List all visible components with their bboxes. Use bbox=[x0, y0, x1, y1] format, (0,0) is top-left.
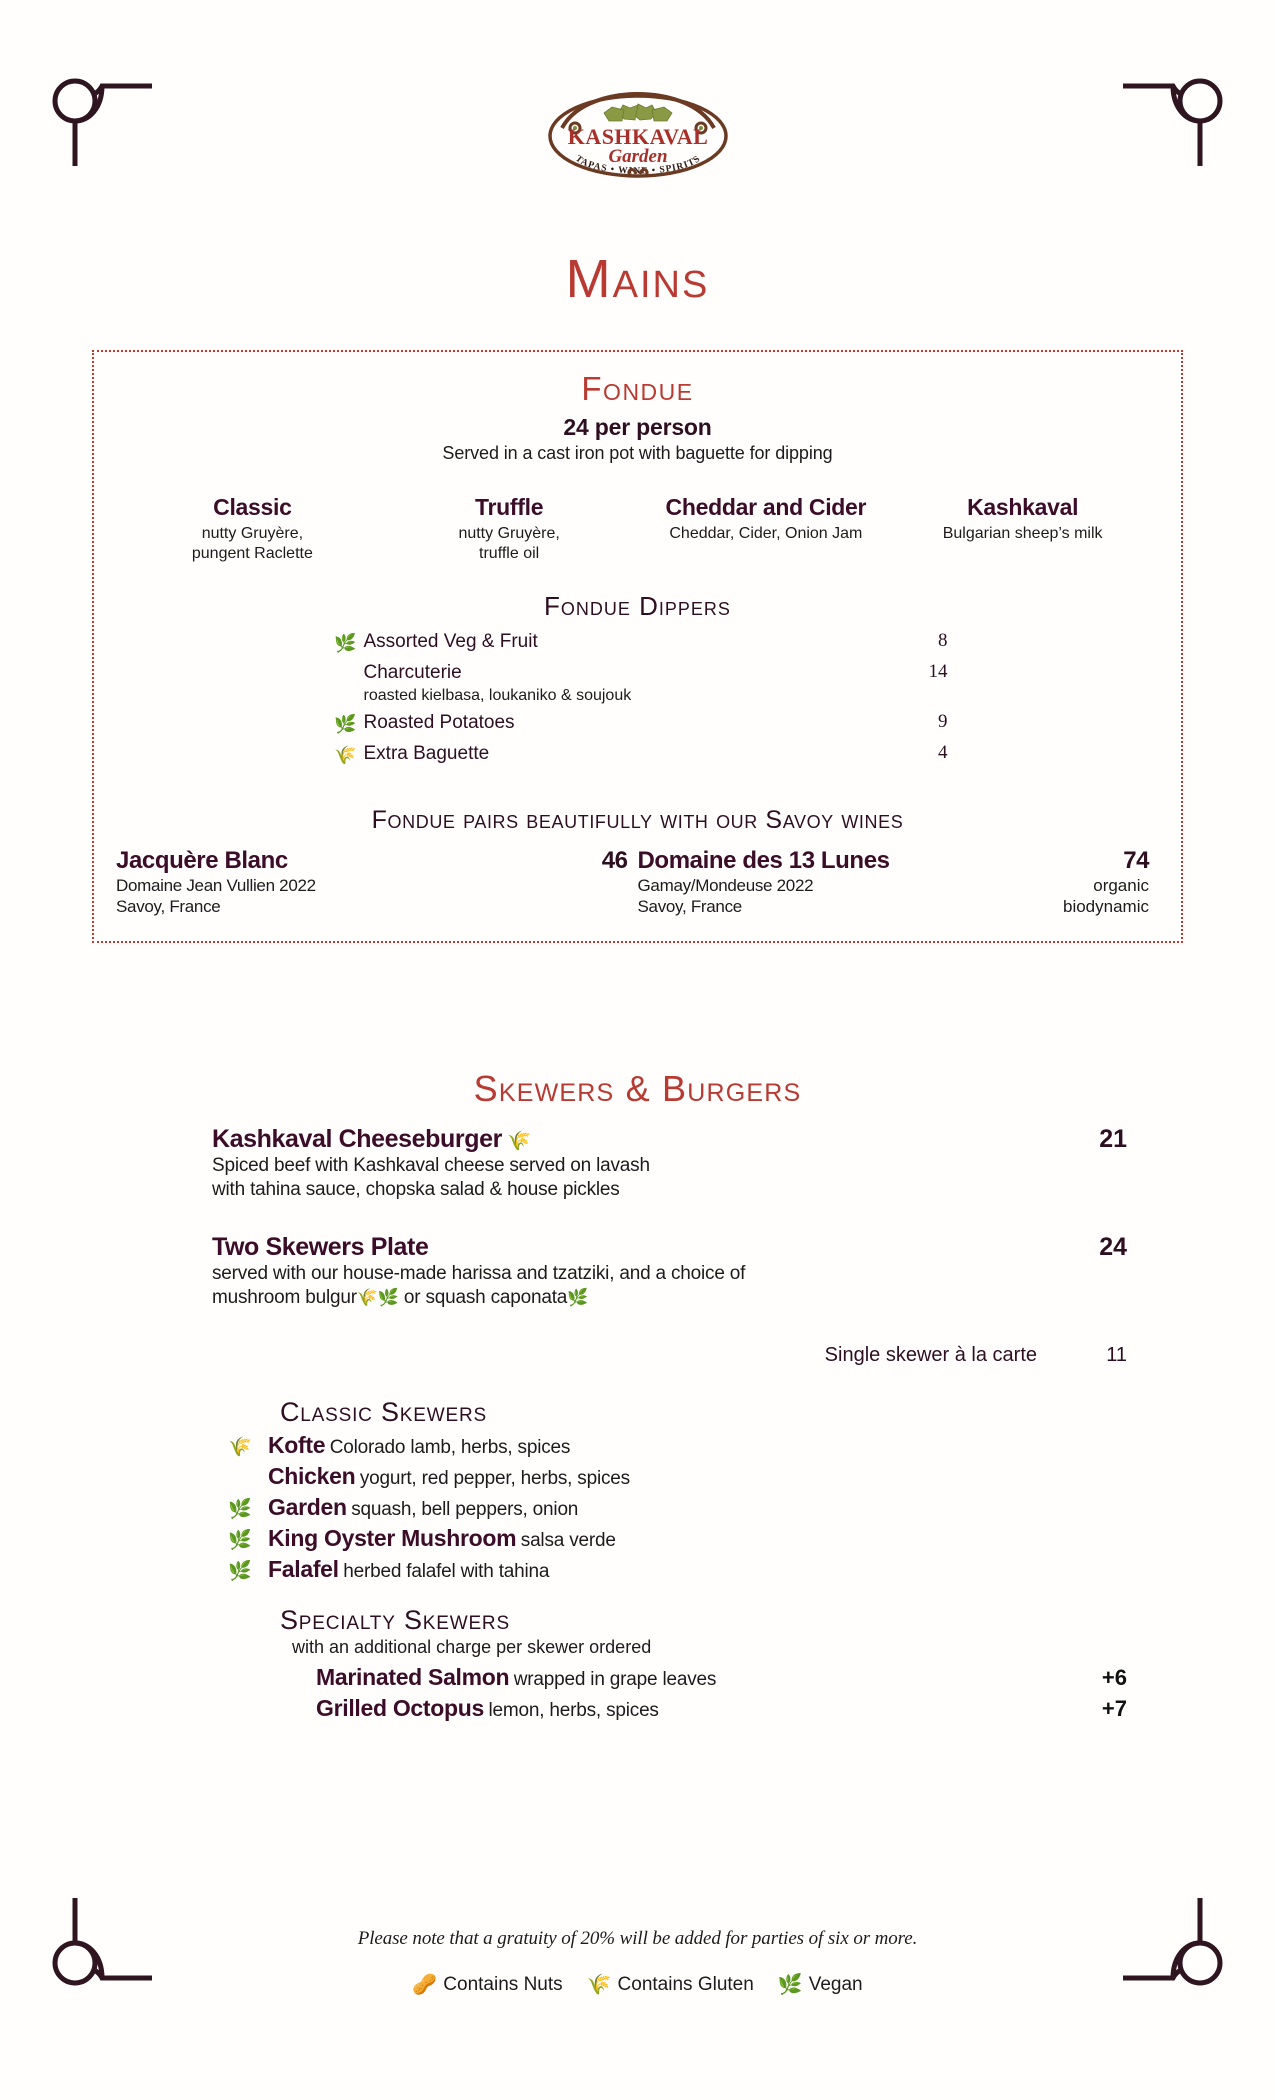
legend-item-vegan bbox=[778, 1974, 863, 1996]
classic-skewers-list bbox=[212, 1432, 1127, 1583]
fondue-flavor bbox=[638, 494, 895, 565]
fondue-price: 24 per person bbox=[563, 414, 712, 440]
gluten-icon: 🌾 bbox=[334, 744, 357, 765]
wine-item bbox=[116, 847, 638, 918]
flavor-desc-line1: Cheddar, Cider, Onion Jam bbox=[669, 525, 863, 542]
dipper-desc: roasted kielbasa, loukaniko & soujouk bbox=[363, 686, 632, 704]
wine-region: Savoy, France bbox=[637, 897, 742, 917]
wine-pairing-list bbox=[116, 847, 1159, 918]
vegan-icon: 🌿 bbox=[228, 1499, 252, 1521]
wine-region: Savoy, France bbox=[116, 897, 221, 917]
skewer-item bbox=[212, 1556, 1127, 1583]
legend-item-gluten bbox=[587, 1974, 754, 1996]
specialty-skewers-heading: Specialty Skewers bbox=[280, 1605, 510, 1636]
vegan-icon: 🌿 bbox=[334, 713, 357, 734]
menu-item-cheeseburger bbox=[212, 1125, 1127, 1203]
fondue-section bbox=[92, 350, 1183, 943]
item-desc-line1: served with our house-made harissa and tzatziki, and a choice of bbox=[212, 1262, 746, 1284]
skewer-name: Garden bbox=[268, 1494, 347, 1521]
skewer-item bbox=[212, 1525, 1127, 1552]
vegan-icon: 🌿 bbox=[567, 1287, 589, 1307]
fondue-dippers-heading: Fondue Dippers bbox=[544, 590, 731, 621]
fondue-flavor bbox=[124, 494, 381, 565]
single-skewer-price: 11 bbox=[1106, 1344, 1127, 1367]
dipper-item bbox=[328, 661, 948, 706]
single-skewer-row bbox=[212, 1344, 1127, 1367]
fondue-subtitle: Served in a cast iron pot with baguette for dipping bbox=[442, 443, 833, 463]
footer bbox=[0, 1928, 1275, 1996]
item-name: Kashkaval Cheeseburger bbox=[212, 1125, 502, 1153]
skewers-burgers-heading: Skewers & Burgers bbox=[473, 1068, 802, 1109]
classic-skewers-heading: Classic Skewers bbox=[280, 1397, 487, 1428]
item-price: 21 bbox=[1099, 1125, 1127, 1153]
single-skewer-label: Single skewer à la carte bbox=[824, 1344, 1037, 1367]
menu-item-two-skewers-plate bbox=[212, 1233, 1127, 1311]
skewer-item bbox=[212, 1432, 1127, 1459]
flavor-desc-line2: truffle oil bbox=[479, 545, 540, 563]
legend-label: Contains Gluten bbox=[617, 1974, 754, 1995]
allergen-legend bbox=[0, 1974, 1275, 1996]
wine-item bbox=[638, 847, 1160, 918]
skewer-item bbox=[212, 1494, 1127, 1521]
skewer-desc: squash, bell peppers, onion bbox=[351, 1499, 579, 1521]
vegan-icon: 🌿 bbox=[228, 1561, 252, 1583]
wine-tag2: biodynamic bbox=[1063, 897, 1149, 917]
fondue-flavors bbox=[116, 494, 1159, 565]
wine-producer: Gamay/Mondeuse 2022 bbox=[637, 875, 814, 895]
skewer-item bbox=[212, 1664, 1127, 1691]
dipper-price: 9 bbox=[938, 710, 948, 732]
herb-icon: 🌿 bbox=[777, 1974, 803, 1996]
dipper-item bbox=[328, 711, 948, 737]
item-desc-line2: with tahina sauce, chopska salad & house pickles bbox=[212, 1179, 620, 1201]
item-price: 24 bbox=[1099, 1232, 1127, 1261]
flavor-desc-line1: nutty Gruyère, bbox=[201, 525, 304, 542]
fondue-heading: Fondue bbox=[581, 370, 694, 407]
flavor-desc-line2: pungent Raclette bbox=[191, 545, 313, 563]
skewer-price: +7 bbox=[1101, 1696, 1127, 1722]
wine-tag1: organic bbox=[1093, 875, 1149, 895]
skewer-name: Falafel bbox=[268, 1556, 339, 1583]
skewer-desc: salsa verde bbox=[520, 1530, 616, 1552]
vegan-icon: 🌿 bbox=[228, 1530, 252, 1552]
skewer-desc: yogurt, red pepper, herbs, spices bbox=[359, 1468, 630, 1490]
skewer-desc: wrapped in grape leaves bbox=[513, 1669, 717, 1691]
flavor-name: Kashkaval bbox=[967, 494, 1079, 520]
skewer-name: Grilled Octopus bbox=[316, 1695, 485, 1722]
restaurant-logo bbox=[0, 88, 1275, 184]
fondue-flavor bbox=[894, 494, 1151, 565]
skewer-desc: lemon, herbs, spices bbox=[488, 1700, 659, 1722]
dipper-price: 8 bbox=[938, 629, 948, 651]
wine-pairing-heading: Fondue pairs beautifully with our Savoy wines bbox=[371, 805, 904, 834]
peanut-icon: 🥜 bbox=[412, 1974, 438, 1996]
specialty-skewers-note: with an additional charge per skewer ordered bbox=[292, 1637, 652, 1658]
gratuity-note: Please note that a gratuity of 20% will be added for parties of six or more. bbox=[357, 1928, 918, 1949]
page-title: Mains bbox=[565, 249, 710, 309]
flavor-name: Cheddar and Cider bbox=[665, 494, 867, 520]
fondue-dippers-list bbox=[328, 630, 948, 768]
skewer-desc: herbed falafel with tahina bbox=[343, 1561, 550, 1583]
flavor-desc-line1: nutty Gruyère, bbox=[458, 525, 560, 542]
skewer-item bbox=[212, 1463, 1127, 1490]
item-desc-line1: Spiced beef with Kashkaval cheese served on lavash bbox=[212, 1155, 650, 1176]
dipper-name: Roasted Potatoes bbox=[363, 711, 515, 733]
legend-label: Contains Nuts bbox=[443, 1974, 563, 1995]
gluten-icon: 🌾 bbox=[506, 1131, 531, 1152]
item-desc-line2: mushroom bulgur bbox=[212, 1286, 357, 1308]
skewer-price: +6 bbox=[1101, 1665, 1127, 1691]
svg-text:Garden: Garden bbox=[607, 146, 668, 167]
flavor-desc-line1: Bulgarian sheep’s milk bbox=[942, 525, 1103, 542]
skewer-name: King Oyster Mushroom bbox=[268, 1525, 517, 1552]
skewer-name: Kofte bbox=[268, 1432, 326, 1459]
legend-label: Vegan bbox=[808, 1974, 863, 1995]
dipper-item bbox=[328, 630, 948, 656]
legend-item-nuts bbox=[412, 1974, 562, 1996]
wine-producer: Domaine Jean Vullien 2022 bbox=[116, 875, 316, 895]
wine-name: Jacquère Blanc bbox=[116, 846, 288, 874]
svg-text:TAPAS • WINE • SPIRITS: TAPAS • WINE • SPIRITS bbox=[572, 153, 703, 177]
item-desc-line2-mid: or squash caponata bbox=[398, 1286, 568, 1308]
wheat-icon: 🌾 bbox=[586, 1974, 612, 1996]
wine-price: 74 bbox=[1123, 846, 1149, 874]
skewer-name: Marinated Salmon bbox=[316, 1664, 510, 1691]
dipper-price: 14 bbox=[928, 661, 948, 683]
dipper-price: 4 bbox=[938, 741, 948, 763]
gluten-vegan-icons: 🌾🌿 bbox=[356, 1287, 399, 1307]
skewer-desc: Colorado lamb, herbs, spices bbox=[329, 1437, 571, 1459]
dipper-name: Extra Baguette bbox=[363, 742, 490, 764]
dipper-item bbox=[328, 742, 948, 768]
dipper-name: Assorted Veg & Fruit bbox=[363, 630, 538, 652]
skewers-burgers-section bbox=[212, 1125, 1127, 1722]
wine-name: Domaine des 13 Lunes bbox=[637, 846, 890, 874]
skewer-name: Chicken bbox=[268, 1463, 356, 1490]
vegan-icon: 🌿 bbox=[334, 632, 357, 653]
fondue-flavor bbox=[381, 494, 638, 565]
flavor-name: Classic bbox=[213, 494, 292, 520]
gluten-icon: 🌾 bbox=[228, 1437, 252, 1459]
item-name: Two Skewers Plate bbox=[212, 1232, 429, 1261]
flavor-name: Truffle bbox=[475, 494, 544, 520]
svg-text:KASHKAVAL: KASHKAVAL bbox=[567, 124, 708, 149]
specialty-skewers-list bbox=[212, 1664, 1127, 1722]
skewer-item bbox=[212, 1695, 1127, 1722]
wine-price: 46 bbox=[601, 846, 628, 874]
dipper-name: Charcuterie bbox=[363, 662, 462, 684]
